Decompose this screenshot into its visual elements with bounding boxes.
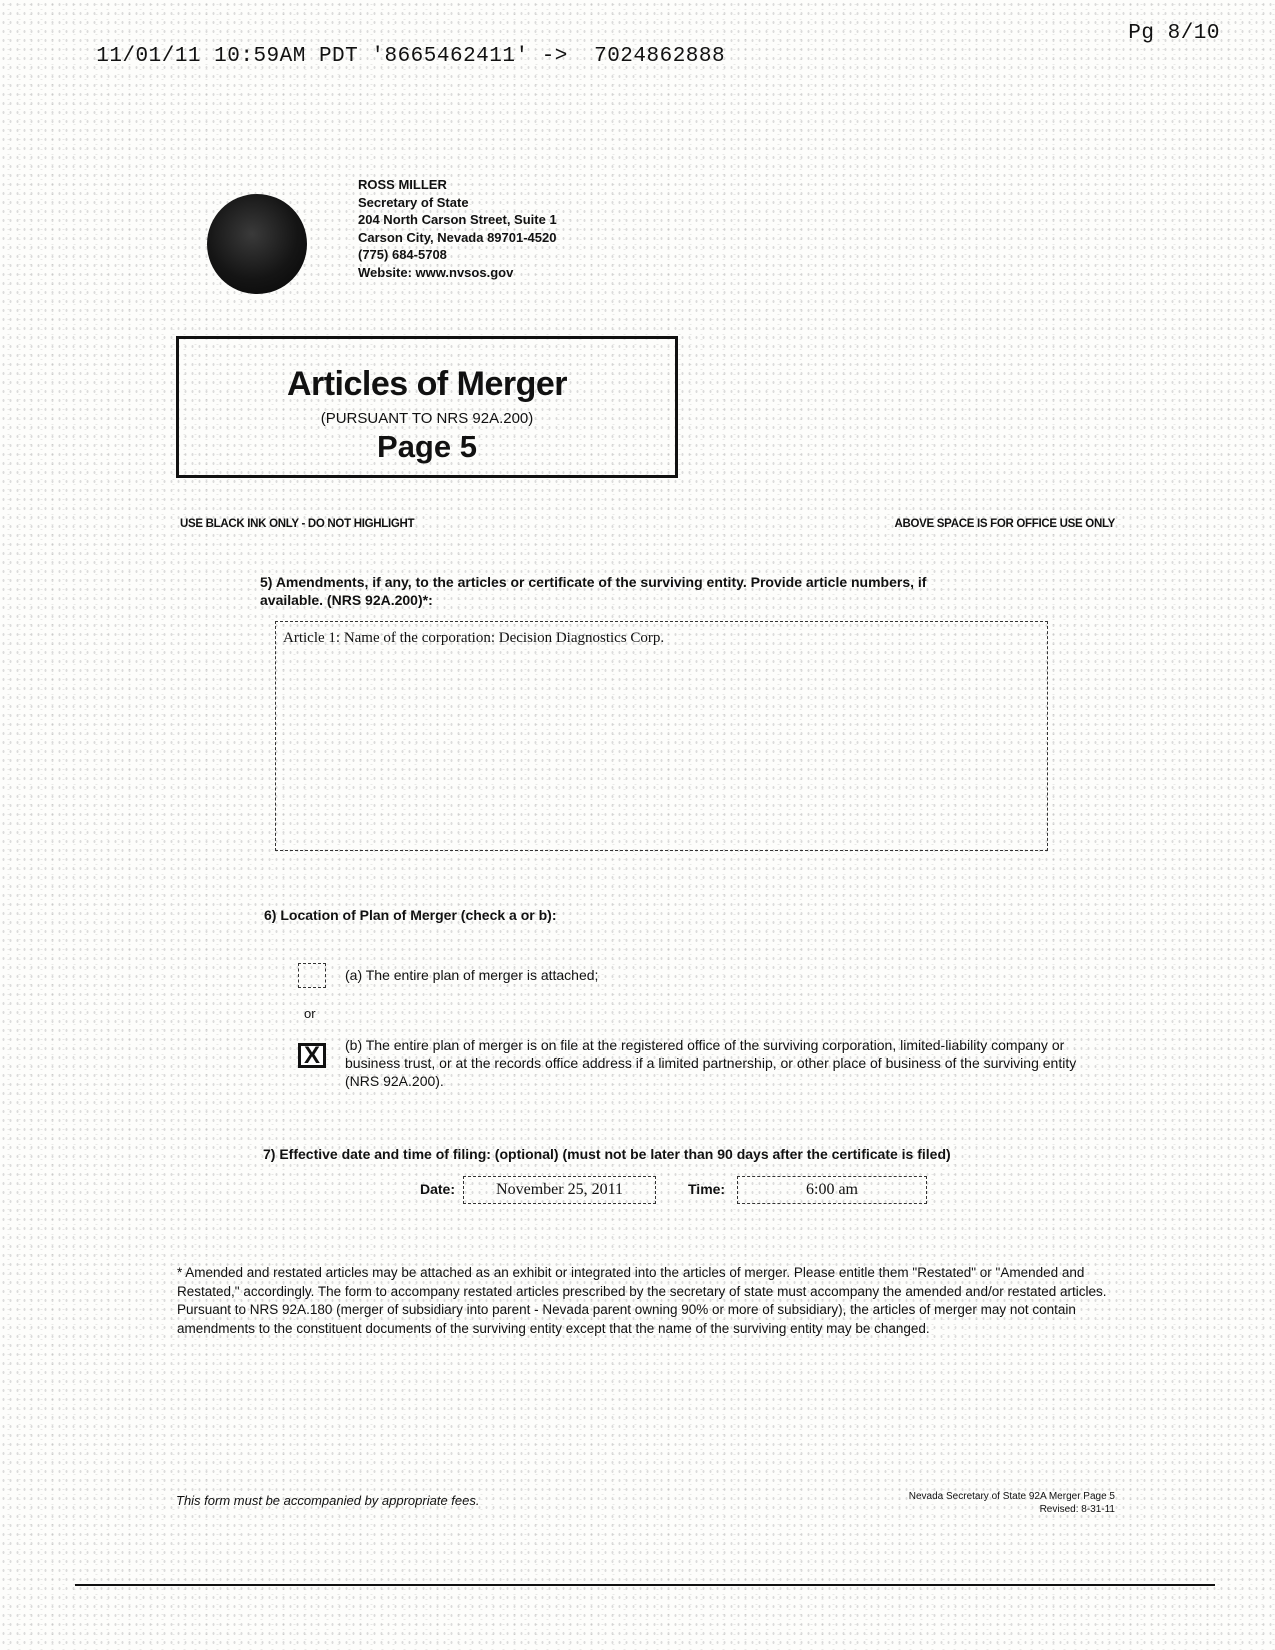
footnote: * Amended and restated articles may be attached as an exhibit or integrated into the articles of merger. Please entitle them "Restated" or "Amended and Restated," accordingly. The form to accompany restated articles prescribed by the secretary of state must accompany the amended and/or restated articles. Pursuant to NRS 92A.180 (merger of subsidiary into parent - Nevada parent owning 90% or more of subsidiary), the articles of merger may not contain amendments to the constituent documents of the surviving entity except that the name of the surviving entity may be changed. — [177, 1265, 1107, 1336]
official-title: Secretary of State — [358, 194, 469, 210]
option-a-checkbox[interactable] — [298, 963, 326, 988]
website: Website: www.nvsos.gov — [358, 264, 514, 280]
form-subtitle: (PURSUANT TO NRS 92A.200) — [320, 410, 534, 427]
time-field[interactable]: 6:00 am — [737, 1176, 927, 1204]
form-title: Articles of Merger — [286, 365, 568, 403]
ink-instruction: USE BLACK INK ONLY - DO NOT HIGHLIGHT — [180, 518, 415, 530]
revised-date: Revised: 8-31-11 — [1039, 1504, 1115, 1515]
form-page-label: Page 5 — [377, 429, 477, 464]
phone-number: (775) 684-5708 — [358, 247, 447, 262]
section-5-heading: 5) Amendments, if any, to the articles or certificate of the surviving entity. Provide article numbers, if available. (NRS 92A.200)*: — [260, 574, 927, 608]
option-b-label: (b) The entire plan of merger is on file at the registered office of the surviving corporation, limited-liability company or business trust, or at the records office address if a limited partnership, or other place of business of the surviving entity (NRS 92A.200). — [345, 1037, 1077, 1089]
time-label: Time: — [688, 1181, 726, 1197]
street-address: 204 North Carson Street, Suite 1 — [358, 212, 557, 227]
section-7-heading: 7) Effective date and time of filing: (optional) (must not be later than 90 days after the certificate is filed) — [263, 1146, 951, 1162]
section-6-heading: 6) Location of Plan of Merger (check a or b): — [264, 907, 557, 923]
office-use-note: ABOVE SPACE IS FOR OFFICE USE ONLY — [894, 518, 1115, 530]
date-field[interactable]: November 25, 2011 — [463, 1176, 656, 1204]
secretary-of-state-address — [358, 176, 557, 281]
fees-note: This form must be accompanied by appropriate fees. — [176, 1493, 480, 1508]
or-separator: or — [304, 1006, 316, 1021]
nevada-state-seal-icon — [207, 194, 307, 294]
official-name: ROSS MILLER — [358, 177, 447, 192]
option-a-label: (a) The entire plan of merger is attached; — [345, 967, 599, 983]
city-address: Carson City, Nevada 89701-4520 — [358, 229, 557, 245]
form-id: Nevada Secretary of State 92A Merger Page 5 — [908, 1491, 1115, 1502]
fax-page-number: Pg 8/10 — [1128, 22, 1220, 45]
amendments-field[interactable]: Article 1: Name of the corporation: Decision Diagnostics Corp. — [275, 621, 1048, 851]
bottom-divider — [75, 1584, 1215, 1586]
fax-header-text: 11/01/11 10:59AM PDT '8665462411' -> 7024862888 — [96, 45, 726, 68]
option-b-checkbox[interactable]: X — [298, 1043, 326, 1068]
date-label: Date: — [420, 1181, 456, 1197]
fax-header — [70, 22, 1220, 91]
form-title-box — [176, 336, 678, 478]
form-revision-info — [909, 1490, 1115, 1516]
